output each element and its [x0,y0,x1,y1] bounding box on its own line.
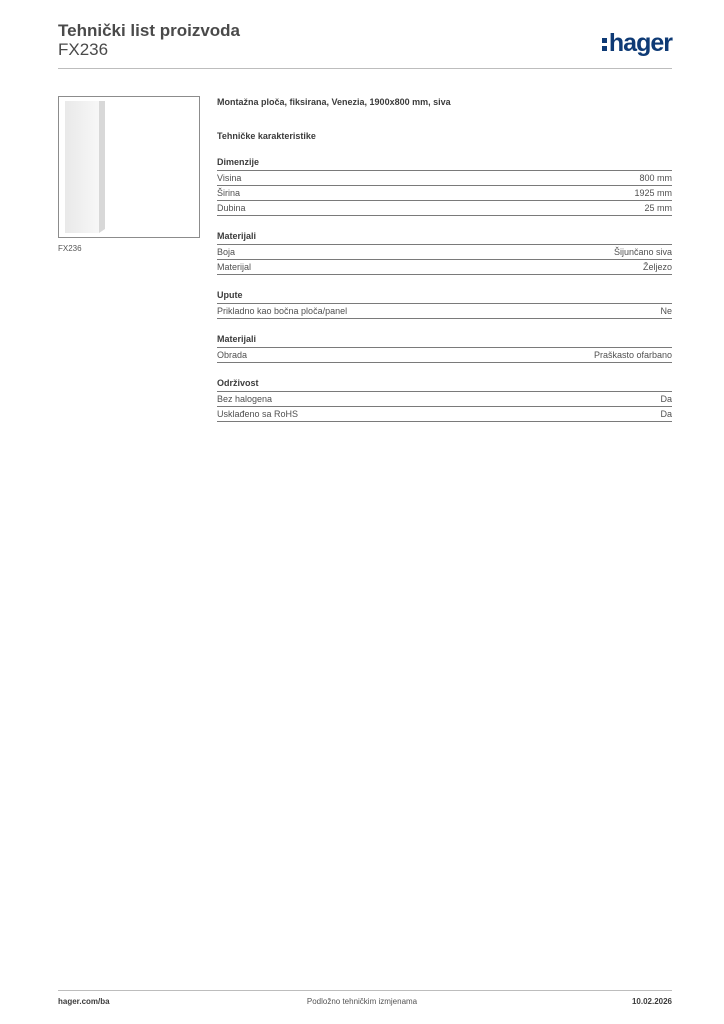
spec-value: 800 mm [639,173,672,183]
spec-label: Bez halogena [217,394,273,404]
spec-group-title: Dimenzije [217,156,672,171]
spec-value: Željezo [642,262,672,272]
spec-value: Da [660,409,672,419]
spec-row [217,201,672,216]
spec-row [217,245,672,260]
spec-group-title: Materijali [217,333,672,348]
spec-row [217,304,672,319]
spec-group-instructions [217,289,672,319]
spec-value: Ne [660,306,672,316]
spec-value: 1925 mm [634,188,672,198]
spec-label: Dubina [217,203,246,213]
product-code: FX236 [58,40,109,59]
product-image [58,96,200,238]
spec-group-title: Održivost [217,377,672,392]
spec-group-title: Materijali [217,230,672,245]
footer-notice: Podložno tehničkim izmjenama [306,997,418,1006]
spec-value: 25 mm [644,203,672,213]
spec-value: Šijunčano siva [613,247,672,257]
spec-row [217,260,672,275]
spec-row [217,348,672,363]
spec-value: Da [660,394,672,404]
spec-group-dimensions [217,156,672,216]
spec-row [217,392,672,407]
spec-label: Usklađeno sa RoHS [217,409,299,419]
spec-label: Boja [217,247,236,257]
spec-group-title: Upute [217,289,672,304]
spec-label: Obrada [217,350,248,360]
spec-row [217,407,672,422]
spec-row [217,186,672,201]
header-divider [58,68,672,69]
footer-website-link[interactable]: hager.com/ba [58,997,110,1006]
logo-wordmark: hager [608,29,672,57]
hager-logo [602,28,672,58]
product-image-caption: FX236 [58,244,82,253]
spec-label: Širina [217,188,241,198]
spec-label: Prikladno kao bočna ploča/panel [217,306,348,316]
logo-dots-icon [602,38,607,51]
spec-row [217,171,672,186]
footer-date: 10.02.2026 [631,997,672,1006]
panel-illustration-icon [59,97,199,237]
product-details [217,96,672,422]
spec-group-finish [217,333,672,363]
spec-value: Praškasto ofarbano [593,350,672,360]
spec-group-materials [217,230,672,275]
footer-divider [58,990,672,991]
page-title: Tehnički list proizvoda [58,21,240,40]
spec-label: Materijal [217,262,252,272]
characteristics-heading: Tehničke karakteristike [217,131,316,141]
spec-group-sustainability [217,377,672,422]
product-description: Montažna ploča, fiksirana, Venezia, 1900x800 mm, siva [217,97,451,107]
spec-label: Visina [217,173,242,183]
